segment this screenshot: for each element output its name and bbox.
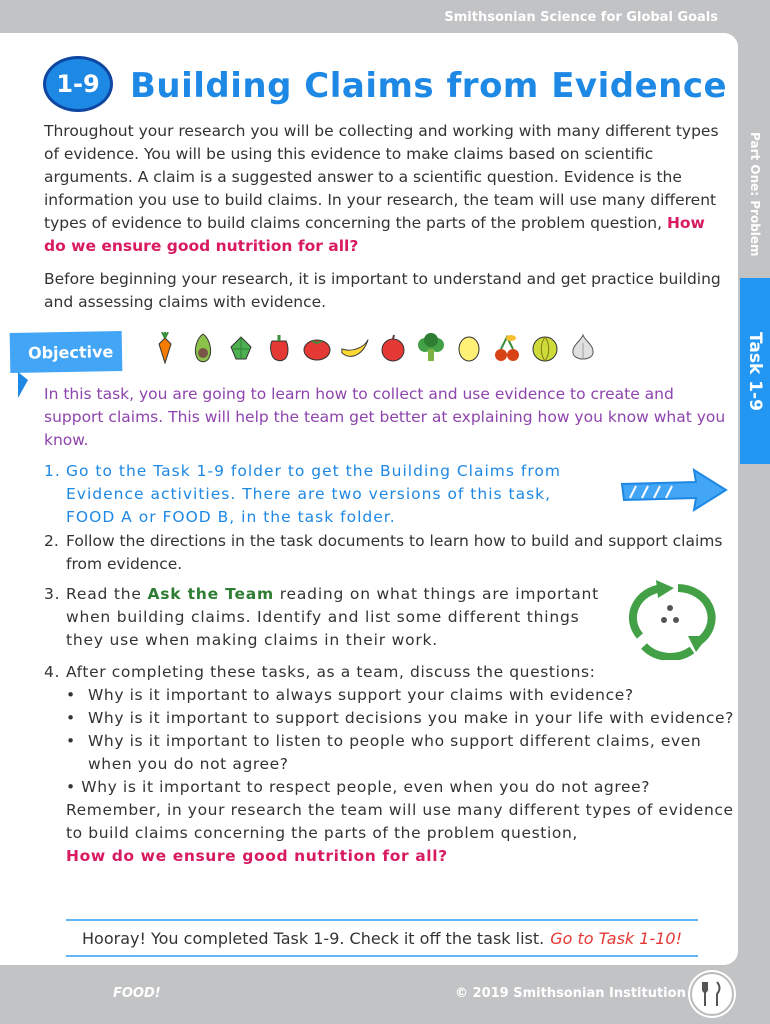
intro-paragraph (44, 120, 729, 258)
bullet-dot: • (66, 732, 76, 750)
completion-text: Hooray! You completed Task 1-9. Check it off the task list. (82, 928, 545, 948)
objective-text: In this task, you are going to learn how to collect and use evidence to create and support claims. This will help the team get better at explaining how you know what you know. (44, 385, 726, 449)
step-2-number: 2. (44, 532, 59, 550)
step-2-text: Follow the directions in the task documents to learn how to build and support claims from evidence. (66, 532, 723, 573)
top-brand: Smithsonian Science for Global Goals (444, 10, 718, 25)
tomato-icon (302, 332, 332, 364)
problem-question-repeat: How do we ensure good nutrition for all? (66, 847, 448, 865)
arrow-right-icon (620, 468, 728, 512)
lemon-icon (454, 332, 484, 364)
side-task-label: Task 1-9 (745, 331, 765, 411)
broccoli-icon (416, 332, 446, 364)
step-3 (44, 583, 614, 652)
step-3-number: 3. (44, 585, 61, 603)
intro-text: Throughout your research you will be collecting and working with many different types of evidence. You will be using this evidence to make claims based on scientific arguments. A claim is a suggested answer to a scientific question. Evidence is the information you use to build claims. In your research, the team will use many different types of evidence to build claims concerning the parts of the problem question, (44, 122, 719, 232)
problem-question: How do we ensure good nutrition for all? (44, 214, 705, 255)
banana-icon (340, 332, 370, 364)
next-task-link[interactable]: Go to Task 1-10! (550, 928, 682, 948)
task-badge: 1-9 (43, 56, 113, 112)
intro-paragraph-2: Before beginning your research, it is important to understand and get practice building and assessing claims with evidence. (44, 270, 721, 311)
completion-banner (66, 919, 698, 957)
footer-program: FOOD! (113, 986, 161, 1001)
step-4-text: After completing these tasks, as a team, discuss the questions: (66, 663, 596, 681)
step-3-text-b: reading on what things are important when building claims. Identify and list some different things they use when making claims in their work. (66, 585, 599, 649)
bullet-text: Why is it important to support decisions you make in your life with evidence? (88, 709, 734, 727)
step-1-number: 1. (44, 462, 61, 480)
remember-text: Remember, in your research the team will use many different types of evidence to build claims concerning the parts of the problem question, (66, 801, 734, 842)
bullet-dot: • (66, 778, 76, 796)
side-part-label: Part One: Problem (748, 132, 762, 257)
step-2 (44, 530, 734, 576)
bullet-dot: • (66, 686, 76, 704)
step-1 (44, 460, 604, 529)
list-item (66, 776, 734, 799)
objective-banner: Objective (10, 331, 123, 373)
side-task-tab[interactable] (740, 278, 770, 464)
bullet-text: Why is it important to respect people, even when you do not agree? (81, 778, 651, 796)
garlic-icon (568, 332, 598, 364)
page-title: Building Claims from Evidence (130, 66, 728, 106)
carrot-icon (150, 332, 180, 364)
step-1-text: Go to the Task 1-9 folder to get the Building Claims from Evidence activities. There are two versions of this task, FOOD A or FOOD B, in the task folder. (66, 462, 561, 526)
objective-ribbon-tail (18, 372, 28, 398)
bullet-text: Why is it important to always support your claims with evidence? (88, 686, 634, 704)
ask-the-team-link[interactable]: Ask the Team (147, 585, 274, 603)
step-4 (44, 661, 734, 868)
pepper-icon (264, 332, 294, 364)
food-icons (150, 332, 598, 364)
bullet-dot: • (66, 709, 76, 727)
fork-knife-icon (688, 970, 736, 1018)
team-cycle-icon (622, 578, 718, 660)
list-item (66, 707, 734, 730)
footer-copyright: © 2019 Smithsonian Institution (455, 986, 686, 1001)
step-4-number: 4. (44, 663, 60, 681)
step-3-text-a: Read the (66, 585, 148, 603)
apple-icon (378, 332, 408, 364)
artichoke-icon (226, 332, 256, 364)
list-item (66, 730, 734, 776)
list-item (66, 684, 734, 707)
bullet-text: Why is it important to listen to people who support different claims, even when you do not agree? (88, 732, 702, 773)
cherries-icon (492, 332, 522, 364)
cabbage-icon (530, 332, 560, 364)
avocado-icon (188, 332, 218, 364)
